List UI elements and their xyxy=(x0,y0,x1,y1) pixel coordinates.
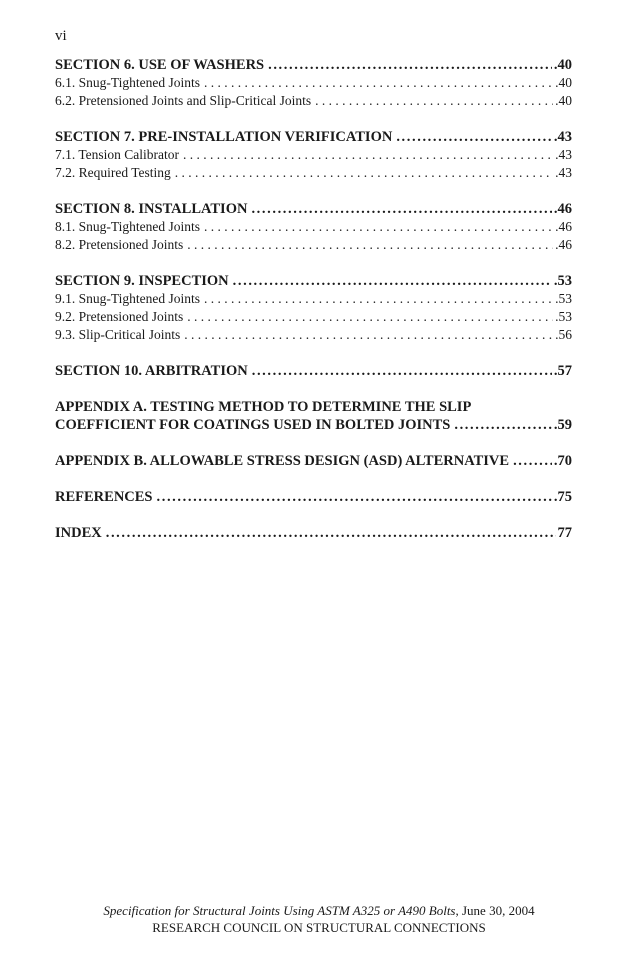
toc-entry-title: 9.1. Snug-Tightened Joints xyxy=(55,290,204,308)
toc-group-section-6 xyxy=(55,56,572,110)
dot-leader xyxy=(252,362,552,380)
toc-entry-title: SECTION 8. INSTALLATION xyxy=(55,200,251,218)
dot-leader xyxy=(187,308,553,326)
toc-entry-page: .57 xyxy=(553,363,572,379)
toc-entry-title: SECTION 9. INSPECTION xyxy=(55,272,233,290)
toc-entry-title: COEFFICIENT FOR COATINGS USED IN BOLTED JOINTS xyxy=(55,416,454,434)
page-number: vi xyxy=(55,28,67,44)
page-footer xyxy=(0,902,638,936)
toc-subsection-entry[interactable] xyxy=(55,218,572,236)
toc-group-section-9 xyxy=(55,272,572,344)
toc-subsection-entry[interactable] xyxy=(55,326,572,344)
dot-leader xyxy=(183,146,553,164)
dot-leader xyxy=(233,272,552,290)
toc-entry-title: 7.1. Tension Calibrator xyxy=(55,146,183,164)
toc-entry-page: .40 xyxy=(553,57,572,73)
toc-entry-page: .56 xyxy=(555,327,572,342)
toc-group-appendix-b xyxy=(55,452,572,470)
toc-entry-title: SECTION 7. PRE-INSTALLATION VERIFICATION xyxy=(55,128,396,146)
toc-subsection-entry[interactable] xyxy=(55,290,572,308)
dot-leader xyxy=(204,74,553,92)
toc-subsection-entry[interactable] xyxy=(55,308,572,326)
toc-section-entry[interactable] xyxy=(55,488,572,506)
toc-entry-title: 9.3. Slip-Critical Joints xyxy=(55,326,184,344)
toc-entry-page: .40 xyxy=(555,93,572,108)
toc-entry-page: .53 xyxy=(555,291,572,306)
toc-entry-page: .46 xyxy=(553,201,572,217)
toc-entry-page: .40 xyxy=(555,75,572,90)
footer-document-title xyxy=(0,902,638,919)
toc-entry-page: .59 xyxy=(553,417,572,433)
toc-entry-title: APPENDIX A. TESTING METHOD TO DETERMINE THE SLIP xyxy=(55,399,472,415)
toc-group-index xyxy=(55,524,572,542)
toc-section-entry[interactable] xyxy=(55,56,572,74)
toc-entry-title: 9.2. Pretensioned Joints xyxy=(55,308,187,326)
dot-leader xyxy=(204,218,553,236)
toc-entry-page: .70 xyxy=(553,453,572,469)
dot-leader xyxy=(315,92,553,110)
toc-subsection-entry[interactable] xyxy=(55,146,572,164)
toc-entry-page: .43 xyxy=(553,129,572,145)
toc-entry-title: 6.1. Snug-Tightened Joints xyxy=(55,74,204,92)
toc-section-entry[interactable] xyxy=(55,452,572,470)
toc-entry-title: SECTION 10. ARBITRATION xyxy=(55,362,252,380)
footer-council: RESEARCH COUNCIL ON STRUCTURAL CONNECTIONS xyxy=(152,920,486,935)
dot-leader xyxy=(184,326,553,344)
dot-leader xyxy=(454,416,552,434)
dot-leader xyxy=(175,164,553,182)
dot-leader xyxy=(204,290,553,308)
toc-entry-page: 77 xyxy=(557,525,572,541)
toc-entry-page: .43 xyxy=(555,147,572,162)
dot-leader xyxy=(396,128,552,146)
toc-group-section-7 xyxy=(55,128,572,182)
toc-group-section-10 xyxy=(55,362,572,380)
footer-date: , June 30, 2004 xyxy=(455,903,535,918)
toc-section-entry[interactable] xyxy=(55,128,572,146)
toc-entry-page: .75 xyxy=(553,489,572,505)
dot-leader xyxy=(251,200,551,218)
toc-entry-page: .53 xyxy=(555,309,572,324)
toc-section-entry[interactable] xyxy=(55,272,572,290)
toc-entry-page: .43 xyxy=(555,165,572,180)
toc-subsection-entry[interactable] xyxy=(55,164,572,182)
table-of-contents xyxy=(55,56,572,560)
toc-subsection-entry[interactable] xyxy=(55,74,572,92)
dot-leader xyxy=(157,488,552,506)
toc-subsection-entry[interactable] xyxy=(55,236,572,254)
toc-section-entry[interactable] xyxy=(55,524,572,542)
toc-group-appendix-a[interactable] xyxy=(55,398,572,434)
toc-entry-title: REFERENCES xyxy=(55,488,157,506)
toc-entry-title: 8.2. Pretensioned Joints xyxy=(55,236,187,254)
toc-section-entry[interactable] xyxy=(55,200,572,218)
dot-leader xyxy=(106,524,556,542)
toc-entry-title: INDEX xyxy=(55,524,106,542)
footer-title-italic: Specification for Structural Joints Using ASTM A325 or A490 Bolts xyxy=(103,903,456,918)
toc-entry-title: APPENDIX B. ALLOWABLE STRESS DESIGN (ASD) ALTERNATIVE xyxy=(55,452,513,470)
toc-section-entry[interactable] xyxy=(55,362,572,380)
toc-group-section-8 xyxy=(55,200,572,254)
toc-entry-title: 7.2. Required Testing xyxy=(55,164,175,182)
toc-entry-page: .46 xyxy=(555,219,572,234)
dot-leader xyxy=(268,56,552,74)
dot-leader xyxy=(187,236,553,254)
toc-entry-title: 6.2. Pretensioned Joints and Slip-Critical Joints xyxy=(55,92,315,110)
toc-group-references xyxy=(55,488,572,506)
dot-leader xyxy=(513,452,552,470)
toc-entry-page: .53 xyxy=(553,273,572,289)
toc-subsection-entry[interactable] xyxy=(55,92,572,110)
toc-entry-title: SECTION 6. USE OF WASHERS xyxy=(55,56,268,74)
toc-section-entry[interactable] xyxy=(55,416,572,434)
toc-entry-title: 8.1. Snug-Tightened Joints xyxy=(55,218,204,236)
toc-entry-page: .46 xyxy=(555,237,572,252)
